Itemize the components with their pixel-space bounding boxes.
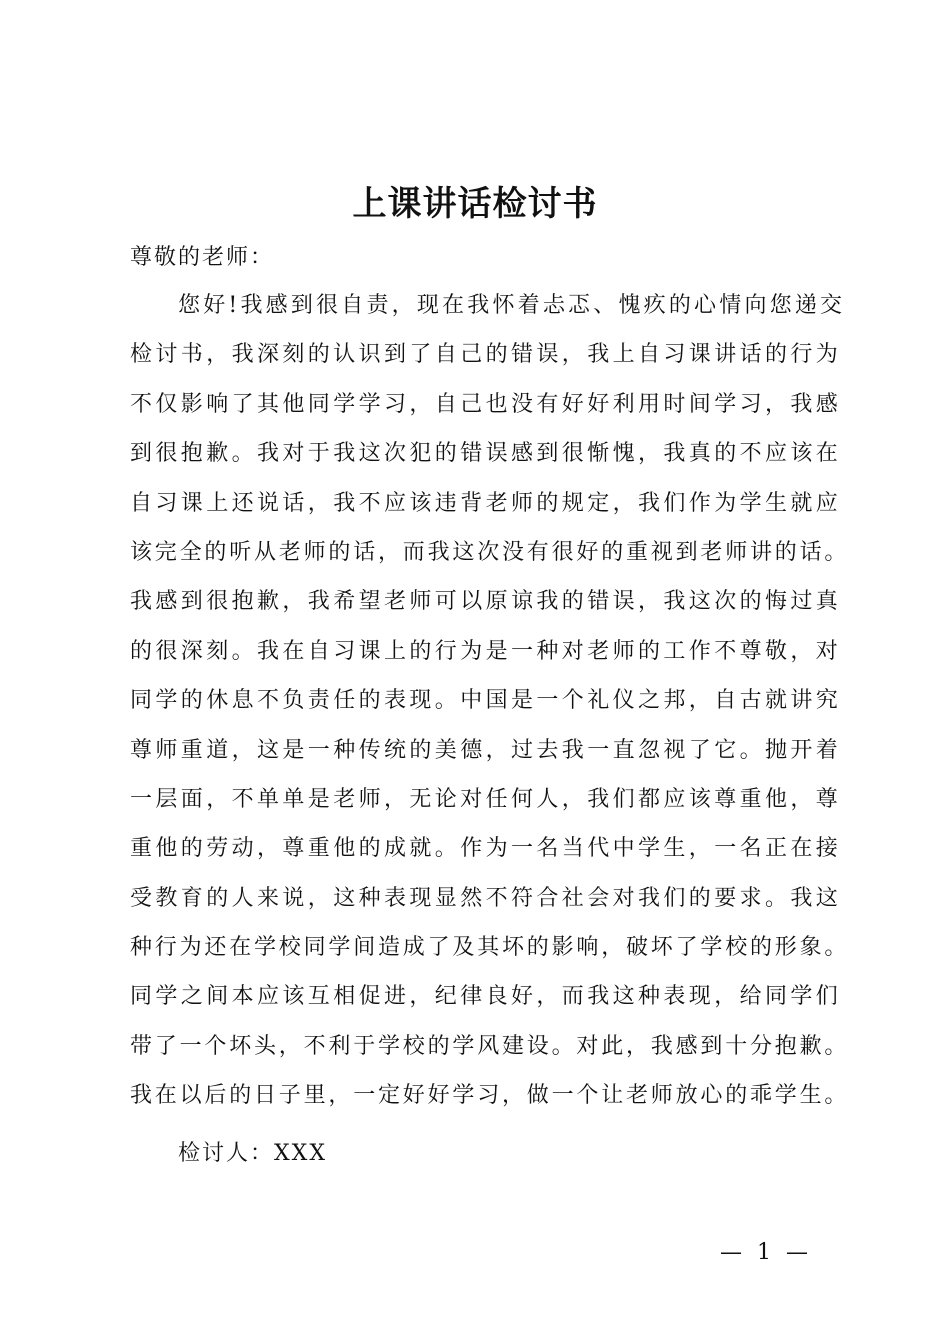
body-line: 自习课上还说话，我不应该违背老师的规定，我们作为学生就应 xyxy=(130,490,842,516)
body-line: 尊师重道，这是一种传统的美德，过去我一直忽视了它。抛开着 xyxy=(130,737,842,763)
body-line: 不仅影响了其他同学学习，自己也没有好好利用时间学习，我感 xyxy=(130,391,842,417)
page-number: — 1 — xyxy=(720,1240,812,1265)
body-line: 您好!我感到很自责，现在我怀着忐忑、愧疚的心情向您递交 xyxy=(178,293,846,318)
body-line: 重他的劳动，尊重他的成就。作为一名当代中学生，一名正在接 xyxy=(130,836,842,862)
body-line: 同学之间本应该互相促进，纪律良好，而我这种表现，给同学们 xyxy=(130,984,842,1010)
body-paragraph xyxy=(130,286,850,1126)
body-line: 该完全的听从老师的话，而我这次没有很好的重视到老师讲的话。 xyxy=(130,539,850,565)
body-line: 种行为还在学校同学间造成了及其坏的影响，破坏了学校的形象。 xyxy=(130,935,850,961)
body-line: 到很抱歉。我对于我这次犯的错误感到很惭愧，我真的不应该在 xyxy=(130,441,842,467)
body-line: 同学的休息不负责任的表现。中国是一个礼仪之邦，自古就讲究 xyxy=(130,688,842,714)
body-line: 检讨书，我深刻的认识到了自己的错误，我上自习课讲话的行为 xyxy=(130,342,842,368)
document-title: 上课讲话检讨书 xyxy=(352,184,598,224)
body-line: 我在以后的日子里，一定好好学习，做一个让老师放心的乖学生。 xyxy=(130,1083,850,1109)
salutation: 尊敬的老师： xyxy=(130,245,275,270)
body-line: 受教育的人来说，这种表现显然不符合社会对我们的要求。我这 xyxy=(130,885,842,911)
body-line: 我感到很抱歉，我希望老师可以原谅我的错误，我这次的悔过真 xyxy=(130,589,842,615)
body-line: 一层面，不单单是老师，无论对任何人，我们都应该尊重他，尊 xyxy=(130,786,842,812)
body-line: 的很深刻。我在自习课上的行为是一种对老师的工作不尊敬，对 xyxy=(130,638,842,664)
signature: 检讨人：XXX xyxy=(178,1141,327,1166)
body-line: 带了一个坏头，不利于学校的学风建设。对此，我感到十分抱歉。 xyxy=(130,1033,850,1059)
